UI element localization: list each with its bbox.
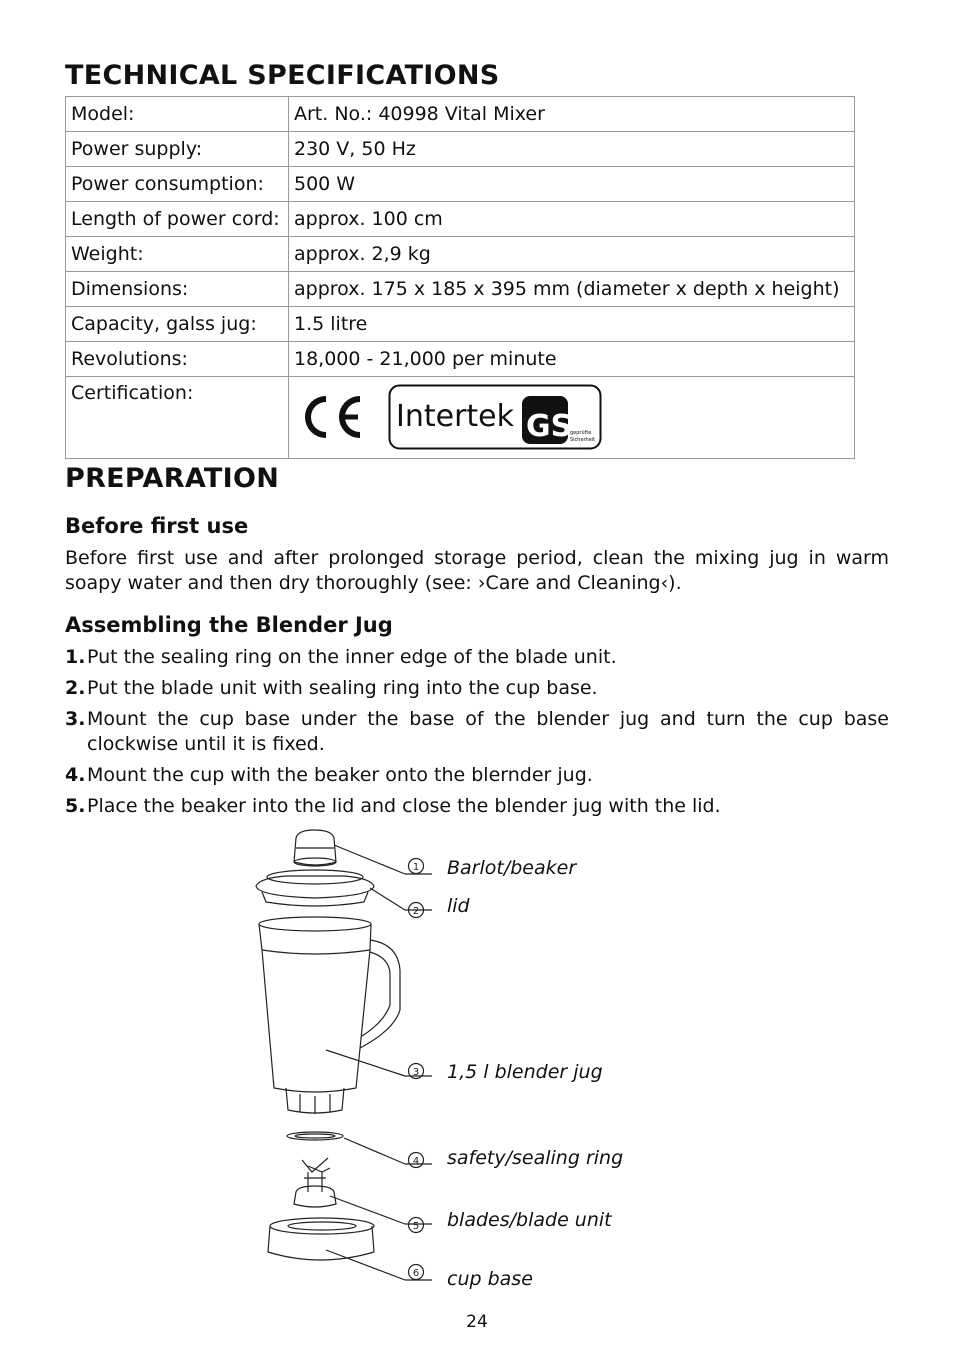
certification-logos-cell	[289, 377, 855, 459]
gs-small-line1: geprüfte	[570, 430, 592, 436]
table-row	[66, 167, 855, 202]
table-row	[66, 307, 855, 342]
callout-number: 4	[412, 1156, 420, 1167]
spec-key: Power consumption:	[66, 167, 289, 202]
technical-specifications-heading: TECHNICAL SPECIFICATIONS	[65, 60, 500, 91]
table-row	[66, 342, 855, 377]
list-item: 3. Mount the cup base under the base of the blender jug and turn the cup base clockwise until it is fixed.	[65, 708, 889, 755]
spec-value: 230 V, 50 Hz	[289, 132, 855, 167]
spec-key: Certification:	[66, 377, 289, 459]
table-row	[66, 202, 855, 237]
jug-drawing	[259, 917, 400, 1114]
spec-key: Revolutions:	[66, 342, 289, 377]
callout-label-sealing-ring: safety/sealing ring	[447, 1147, 624, 1169]
preparation-heading: PREPARATION	[65, 463, 280, 494]
list-item: 1. Put the sealing ring on the inner edge of the blade unit.	[65, 646, 617, 668]
spec-key: Power supply:	[66, 132, 289, 167]
page-number: 24	[466, 1312, 488, 1332]
spec-value: 500 W	[289, 167, 855, 202]
list-item: 5. Place the beaker into the lid and close the blender jug with the lid.	[65, 795, 721, 817]
callout-number: 3	[412, 1067, 420, 1078]
spec-value: 1.5 litre	[289, 307, 855, 342]
list-item: 4. Mount the cup with the beaker onto the blernder jug.	[65, 764, 593, 786]
callout-label-jug: 1,5 l blender jug	[447, 1061, 603, 1083]
callout-number: 5	[412, 1221, 420, 1232]
table-row	[66, 237, 855, 272]
spec-key: Capacity, galss jug:	[66, 307, 289, 342]
spec-key: Length of power cord:	[66, 202, 289, 237]
spec-value: Art. No.: 40998 Vital Mixer	[289, 97, 855, 132]
gs-text: GS	[526, 409, 573, 444]
callout-number: 6	[412, 1268, 420, 1279]
lid-drawing	[256, 870, 374, 906]
spec-value: approx. 175 x 185 x 395 mm (diameter x depth x height)	[289, 272, 855, 307]
assembling-heading: Assembling the Blender Jug	[65, 613, 393, 637]
certification-logos	[294, 384, 854, 450]
gs-small-line2: Sicherheit	[570, 437, 596, 443]
table-row	[66, 97, 855, 132]
intertek-gs-mark-icon	[388, 384, 602, 450]
list-item: 2. Put the blade unit with sealing ring into the cup base.	[65, 677, 598, 699]
beaker-drawing	[294, 830, 336, 866]
intertek-text: Intertek	[396, 399, 515, 434]
table-row-certification	[66, 377, 855, 459]
spec-value: approx. 100 cm	[289, 202, 855, 237]
spec-key: Dimensions:	[66, 272, 289, 307]
callout-label-blade-unit: blades/blade unit	[447, 1209, 612, 1231]
table-row	[66, 272, 855, 307]
cup-base-drawing	[268, 1218, 374, 1260]
spec-value: approx. 2,9 kg	[289, 237, 855, 272]
table-row	[66, 132, 855, 167]
callout-label-beaker: Barlot/beaker	[447, 857, 577, 879]
callout-label-lid: lid	[447, 895, 470, 917]
blade-unit-drawing	[294, 1158, 336, 1207]
callout-label-cup-base: cup base	[447, 1268, 533, 1290]
callout-number: 1	[412, 862, 420, 873]
before-first-use-text: Before first use and after prolonged storage period, clean the mixing jug in warm soapy water and then dry thoroughly (see: ›Care and Cleaning‹).	[65, 547, 889, 594]
spec-key: Weight:	[66, 237, 289, 272]
spec-key: Model:	[66, 97, 289, 132]
before-first-use-heading: Before first use	[65, 514, 249, 538]
callout-number: 2	[412, 906, 420, 917]
sealing-ring-drawing	[287, 1132, 343, 1140]
ce-mark-icon	[294, 389, 366, 445]
spec-value: 18,000 - 21,000 per minute	[289, 342, 855, 377]
assembly-steps	[65, 645, 889, 825]
specifications-table	[65, 96, 855, 459]
